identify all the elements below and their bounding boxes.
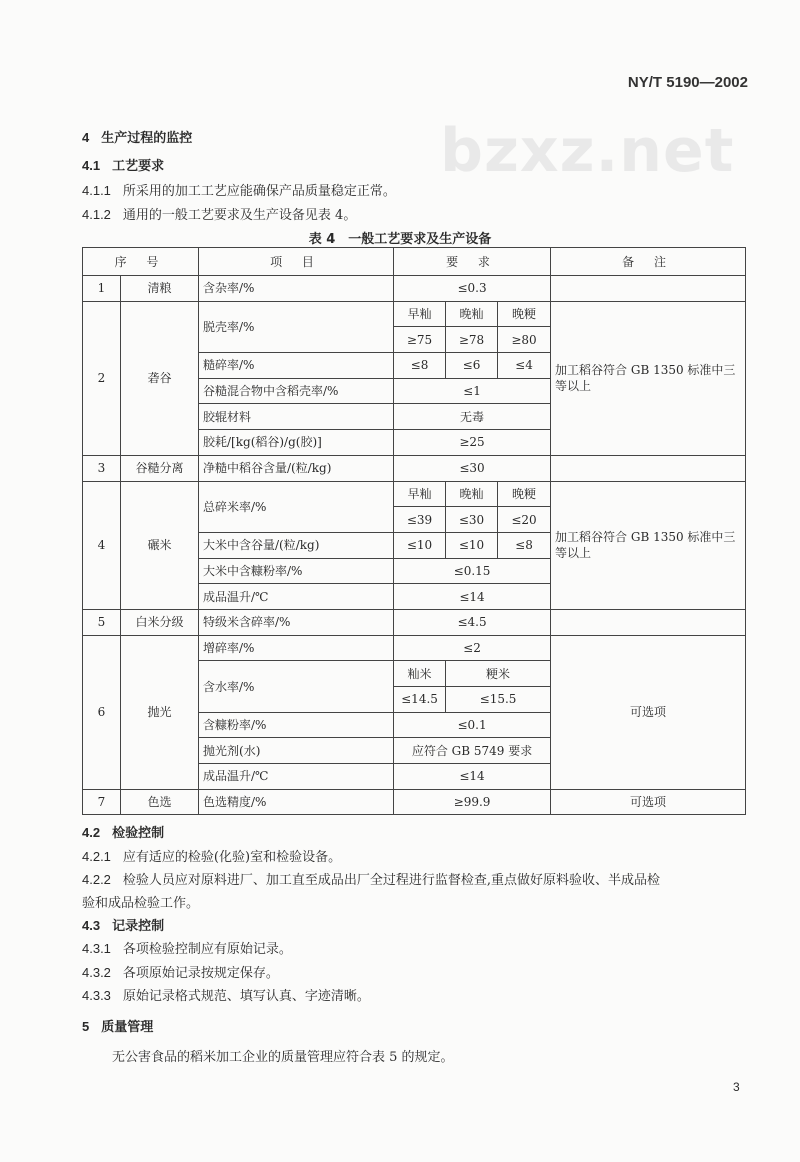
clause-number: 4.3.1 (82, 941, 111, 956)
section-5-heading (82, 1016, 153, 1035)
clause-4-3-2 (82, 962, 279, 981)
table-cell: ≤4 (498, 353, 551, 379)
table-row (83, 635, 746, 661)
table-cell: 抛光剂(水) (199, 738, 394, 764)
clause-text: 原始记录格式规范、填写认真、字迹清晰。 (122, 989, 370, 1004)
table-cell: 可选项 (551, 789, 746, 815)
table-cell: ≤8 (498, 532, 551, 558)
table-cell: 可选项 (551, 635, 746, 789)
table-body (83, 248, 746, 815)
table-header-cell: 备 注 (551, 248, 746, 276)
table-cell: 大米中含糠粉率/% (199, 558, 394, 584)
table-header-cell: 要 求 (394, 248, 551, 276)
table-cell: ≤0.1 (394, 712, 551, 738)
section-number: 4.1 (82, 158, 101, 173)
table-cell: 成品温升/℃ (199, 764, 394, 790)
table-header-cell: 序 号 (83, 248, 199, 276)
table-cell: 加工稻谷符合 GB 1350 标准中三等以上 (551, 301, 746, 455)
clause-number: 4.3.3 (82, 988, 111, 1003)
table-cell: 脱壳率/% (199, 301, 394, 352)
table-cell: ≤30 (446, 507, 498, 533)
table-cell: 晚籼 (446, 481, 498, 507)
table-row (83, 481, 746, 507)
table-cell: ≤6 (446, 353, 498, 379)
table-cell: 3 (83, 455, 121, 481)
table-cell: 晚籼 (446, 301, 498, 327)
table-cell: 应符合 GB 5749 要求 (394, 738, 551, 764)
table-cell: ≤4.5 (394, 609, 551, 635)
watermark: bzxz.net (440, 116, 735, 186)
section-number: 4 (82, 130, 90, 145)
section-title: 工艺要求 (112, 159, 165, 174)
table-cell: 糙碎率/% (199, 353, 394, 379)
clause-4-2-2-continued: 验和成品检验工作。 (82, 896, 200, 911)
table-cell: 胶辊材料 (199, 404, 394, 430)
section-4-3-heading (82, 915, 164, 934)
table-cell: ≤15.5 (446, 687, 551, 713)
clause-number: 4.1.2 (82, 207, 111, 222)
clause-4-1-2 (82, 204, 356, 223)
table-cell: 无毒 (394, 404, 551, 430)
clause-4-2-2 (82, 869, 660, 888)
table-cell: 7 (83, 789, 121, 815)
clause-text: 检验人员应对原料进厂、加工直至成品出厂全过程进行监督检查,重点做好原料验收、半成品检 (122, 873, 661, 888)
table-row (83, 609, 746, 635)
table-caption: 表 4 一般工艺要求及生产设备 (308, 232, 492, 247)
table-cell: 6 (83, 635, 121, 789)
table-cell: ≤20 (498, 507, 551, 533)
table-cell: 成品温升/℃ (199, 584, 394, 610)
table-cell: 色选精度/% (199, 789, 394, 815)
table-cell: ≤2 (394, 635, 551, 661)
section-4-2-heading (82, 822, 164, 841)
clause-4-1-1 (82, 180, 396, 199)
table-cell: 白米分级 (121, 609, 199, 635)
table-cell: 粳米 (446, 661, 551, 687)
table-cell: 胶耗/[kg(稻谷)/g(胶)] (199, 430, 394, 456)
table-cell (551, 609, 746, 635)
clause-number: 4.2.1 (82, 849, 111, 864)
table-row (83, 789, 746, 815)
process-requirements-table (82, 247, 746, 815)
table-cell: 籼米 (394, 661, 446, 687)
table-cell: 大米中含谷量/(粒/kg) (199, 532, 394, 558)
table-cell: 清粮 (121, 276, 199, 302)
section-5-text: 无公害食品的稻米加工企业的质量管理应符合表 5 的规定。 (112, 1050, 454, 1065)
table-row (83, 455, 746, 481)
table-cell: 谷糙分离 (121, 455, 199, 481)
table-cell: ≥75 (394, 327, 446, 353)
section-title: 质量管理 (101, 1020, 154, 1035)
table-cell: 谷糙混合物中含稻壳率/% (199, 378, 394, 404)
page-number: 3 (733, 1080, 740, 1094)
table-cell: 净糙中稻谷含量/(粒/kg) (199, 455, 394, 481)
clause-number: 4.1.1 (82, 183, 111, 198)
table-cell: ≥78 (446, 327, 498, 353)
table-cell: ≤10 (446, 532, 498, 558)
clause-number: 4.3.2 (82, 965, 111, 980)
table-cell: ≤0.15 (394, 558, 551, 584)
section-4-heading (82, 127, 192, 146)
table-cell: 碾米 (121, 481, 199, 609)
clause-number: 4.2.2 (82, 872, 111, 887)
table-cell: 加工稻谷符合 GB 1350 标准中三等以上 (551, 481, 746, 609)
table-cell: 1 (83, 276, 121, 302)
table-cell: ≤30 (394, 455, 551, 481)
clause-4-2-1 (82, 846, 341, 865)
table-cell: ≤14.5 (394, 687, 446, 713)
section-4-1-heading (82, 155, 164, 174)
table-cell: 晚粳 (498, 301, 551, 327)
table-cell: 抛光 (121, 635, 199, 789)
table-cell: ≤39 (394, 507, 446, 533)
table-cell: ≤1 (394, 378, 551, 404)
clause-text: 通用的一般工艺要求及生产设备见表 4。 (122, 208, 357, 223)
table-cell: 2 (83, 301, 121, 455)
section-number: 4.3 (82, 918, 101, 933)
table-cell: ≥80 (498, 327, 551, 353)
table-cell (551, 455, 746, 481)
table-cell: ≤14 (394, 584, 551, 610)
table-cell: 早籼 (394, 481, 446, 507)
table-cell: 总碎米率/% (199, 481, 394, 532)
table-cell: ≥25 (394, 430, 551, 456)
table-header-row (83, 248, 746, 276)
table-cell: 砻谷 (121, 301, 199, 455)
clause-4-3-3 (82, 985, 370, 1004)
table-cell: 含糠粉率/% (199, 712, 394, 738)
clause-text: 应有适应的检验(化验)室和检验设备。 (122, 850, 342, 865)
standard-code: NY/T 5190—2002 (627, 74, 748, 91)
table-cell (551, 276, 746, 302)
table-cell: 晚粳 (498, 481, 551, 507)
table-cell: ≤14 (394, 764, 551, 790)
table-row (83, 301, 746, 327)
clause-4-3-1 (82, 938, 292, 957)
table-cell: ≤8 (394, 353, 446, 379)
section-title: 生产过程的监控 (101, 131, 193, 146)
table-row (83, 276, 746, 302)
clause-text: 所采用的加工工艺应能确保产品质量稳定正常。 (122, 184, 396, 199)
table-cell: 含杂率/% (199, 276, 394, 302)
section-number: 4.2 (82, 825, 101, 840)
table-cell: 4 (83, 481, 121, 609)
clause-text: 各项原始记录按规定保存。 (122, 966, 279, 981)
table-cell: ≤0.3 (394, 276, 551, 302)
table-cell: ≥99.9 (394, 789, 551, 815)
table-cell: 早籼 (394, 301, 446, 327)
table-header-cell: 项 目 (199, 248, 394, 276)
table-cell: 特级米含碎率/% (199, 609, 394, 635)
table-cell: 含水率/% (199, 661, 394, 712)
section-number: 5 (82, 1019, 90, 1034)
section-title: 检验控制 (112, 826, 165, 841)
table-cell: ≤10 (394, 532, 446, 558)
section-title: 记录控制 (112, 919, 165, 934)
table-cell: 色选 (121, 789, 199, 815)
clause-text: 各项检验控制应有原始记录。 (122, 942, 292, 957)
table-cell: 增碎率/% (199, 635, 394, 661)
table-cell: 5 (83, 609, 121, 635)
